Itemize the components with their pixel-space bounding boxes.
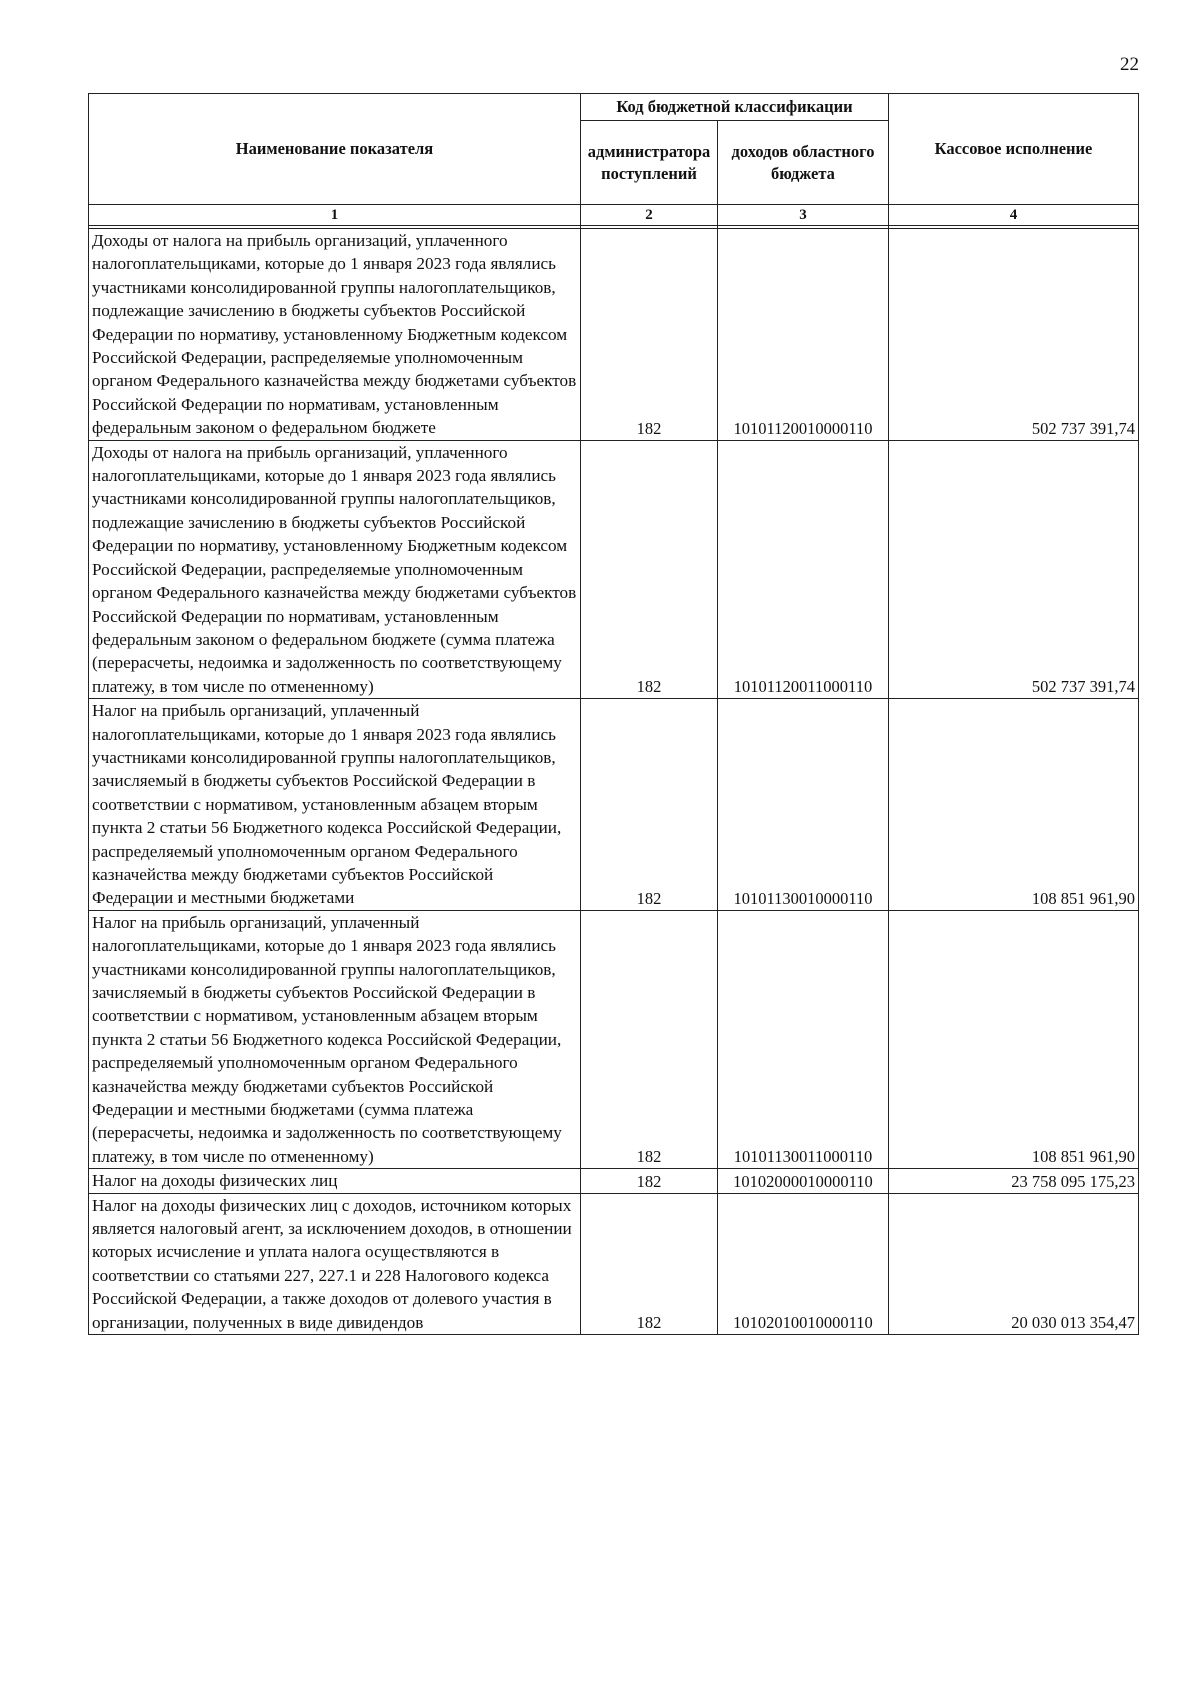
row-amount: 502 737 391,74 [889, 229, 1139, 441]
row-admin-code: 182 [581, 910, 718, 1168]
column-number-row [89, 205, 1139, 226]
column-number: 3 [718, 205, 889, 226]
row-admin-code: 182 [581, 1169, 718, 1193]
column-number: 1 [89, 205, 581, 226]
row-budget-code: 10101130010000110 [718, 699, 889, 911]
row-budget-code: 10101120011000110 [718, 440, 889, 698]
table-row [89, 229, 1139, 441]
row-name: Доходы от налога на прибыль организаций, уплаченного налогоплательщиками, которые до 1 января 2023 года являлись участниками консолидированной группы налогоплательщиков, подлежащие зачислению в бюджеты субъектов Российской Федерации по нормативу, установленному Бюджетным кодексом Российской Федерации, распределяемые уполномоченным органом Федерального казначейства между бюджетами субъектов Российской Федерации по нормативам, установленным федеральным законом о федеральном бюджете (сумма платежа (перерасчеты, недоимка и задолженность по соответствующему платежу, в том числе по отмененному) [89, 440, 581, 698]
header-income-code: доходов областного бюджета [718, 121, 889, 205]
column-number: 2 [581, 205, 718, 226]
column-number: 4 [889, 205, 1139, 226]
row-amount: 108 851 961,90 [889, 910, 1139, 1168]
table-row [89, 1193, 1139, 1334]
row-amount: 23 758 095 175,23 [889, 1169, 1139, 1193]
row-name: Налог на прибыль организаций, уплаченный налогоплательщиками, которые до 1 января 2023 года являлись участниками консолидированной группы налогоплательщиков, зачисляемый в бюджеты субъектов Российской Федерации в соответствии с нормативом, установленным абзацем вторым пункта 2 статьи 56 Бюджетного кодекса Российской Федерации, распределяемый уполномоченным органом Федерального казначейства между бюджетами субъектов Российской Федерации и местными бюджетами (сумма платежа (перерасчеты, недоимка и задолженность по соответствующему платежу, в том числе по отмененному) [89, 910, 581, 1168]
header-name: Наименование показателя [89, 94, 581, 205]
row-name: Доходы от налога на прибыль организаций, уплаченного налогоплательщиками, которые до 1 января 2023 года являлись участниками консолидированной группы налогоплательщиков, подлежащие зачислению в бюджеты субъектов Российской Федерации по нормативу, установленному Бюджетным кодексом Российской Федерации, распределяемые уполномоченным органом Федерального казначейства между бюджетами субъектов Российской Федерации по нормативам, установленным федеральным законом о федеральном бюджете [89, 229, 581, 441]
row-amount: 20 030 013 354,47 [889, 1193, 1139, 1334]
header-code-group: Код бюджетной классификации [581, 94, 889, 121]
row-admin-code: 182 [581, 699, 718, 911]
row-admin-code: 182 [581, 1193, 718, 1334]
table-row [89, 1169, 1139, 1193]
page-number: 22 [1120, 54, 1139, 75]
table-row [89, 440, 1139, 698]
header-execution: Кассовое исполнение [889, 94, 1139, 205]
row-budget-code: 10101130011000110 [718, 910, 889, 1168]
budget-revenue-table [88, 93, 1139, 1335]
row-admin-code: 182 [581, 229, 718, 441]
row-amount: 108 851 961,90 [889, 699, 1139, 911]
row-name: Налог на доходы физических лиц с доходов, источником которых является налоговый агент, за исключением доходов, в отношении которых исчисление и уплата налога осуществляются в соответствии со статьями 227, 227.1 и 228 Налогового кодекса Российской Федерации, а также доходов от долевого участия в организации, полученных в виде дивидендов [89, 1193, 581, 1334]
table-row [89, 910, 1139, 1168]
row-admin-code: 182 [581, 440, 718, 698]
table-row [89, 699, 1139, 911]
row-budget-code: 10102010010000110 [718, 1193, 889, 1334]
row-budget-code: 10102000010000110 [718, 1169, 889, 1193]
row-amount: 502 737 391,74 [889, 440, 1139, 698]
row-budget-code: 10101120010000110 [718, 229, 889, 441]
row-name: Налог на прибыль организаций, уплаченный налогоплательщиками, которые до 1 января 2023 года являлись участниками консолидированной группы налогоплательщиков, зачисляемый в бюджеты субъектов Российской Федерации в соответствии с нормативом, установленным абзацем вторым пункта 2 статьи 56 Бюджетного кодекса Российской Федерации, распределяемый уполномоченным органом Федерального казначейства между бюджетами субъектов Российской Федерации и местными бюджетами [89, 699, 581, 911]
header-administrator: администратора поступлений [581, 121, 718, 205]
row-name: Налог на доходы физических лиц [89, 1169, 581, 1193]
